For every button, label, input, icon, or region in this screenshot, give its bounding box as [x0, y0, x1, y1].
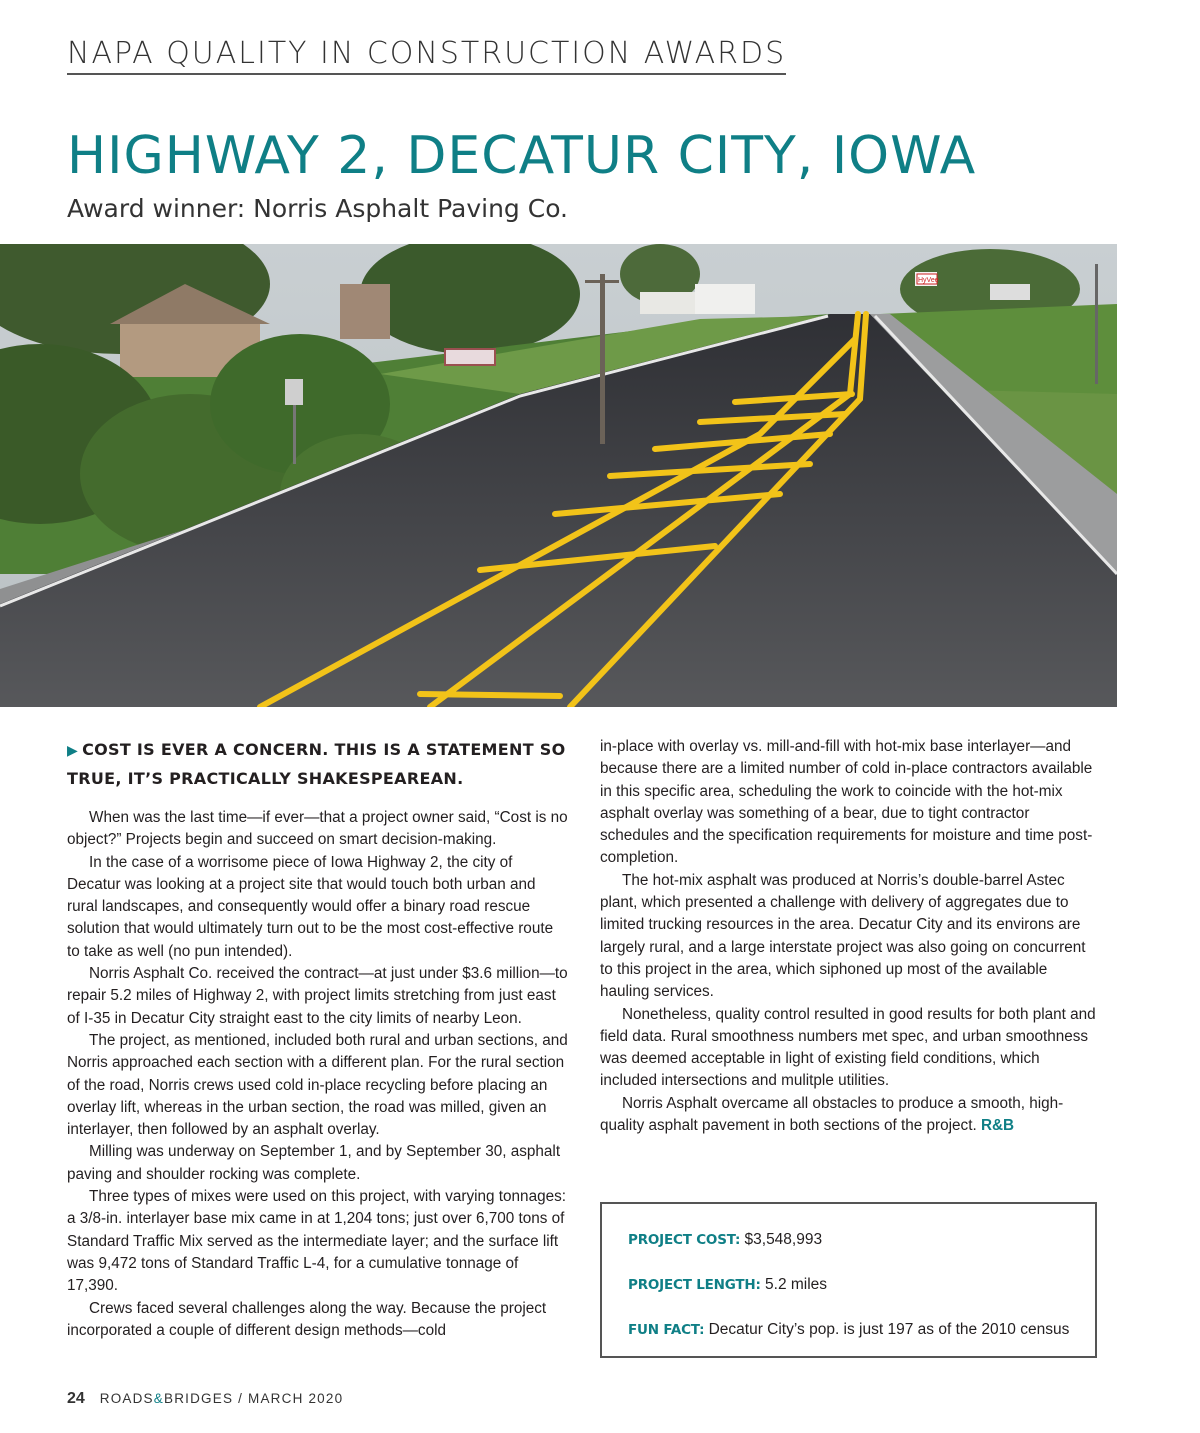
body-paragraph: When was the last time—if ever—that a project owner said, “Cost is no object?” Projects begin and succeed on smart decision-making. [67, 809, 568, 849]
award-winner-subtitle: Award winner: Norris Asphalt Paving Co. [67, 194, 569, 223]
hyvee-sign-text: HyVee [918, 277, 939, 284]
closing-paragraph [600, 1093, 1100, 1138]
highway-photo [0, 244, 1117, 707]
fact-value: $3,548,993 [744, 1231, 823, 1248]
lede-text: COST IS EVER A CONCERN. THIS IS A STATEMENT SO TRUE, IT’S PRACTICALLY SHAKESPEAREAN. [67, 740, 566, 788]
article-column-right [600, 736, 1100, 1137]
page-title: HIGHWAY 2, DECATUR CITY, IOWA [67, 126, 977, 186]
body-paragraph: The project, as mentioned, included both rural and urban sections, and Norris approached each section with a different plan. For the rural section of the road, Norris crews used cold in-place recycling before placing an overlay lift, whereas in the urban section, the road was milled, given an interlayer, then followed by an asphalt overlay. [67, 1031, 568, 1139]
fact-label: PROJECT COST: [628, 1232, 741, 1248]
body-paragraph-continued: in-place with overlay vs. mill-and-fill with hot-mix base interlayer—and because there are a limited number of cold in-place contractors available in this specific area, scheduling the work to coincide with the hot-mix asphalt overlay was something of a bear, due to tight contractor schedules and the specification requirements for moisture and time post-completion. [600, 738, 1093, 867]
triangle-bullet-icon: ▶ [67, 743, 79, 759]
fact-value: Decatur City’s pop. is just 197 as of the 2010 census [708, 1321, 1070, 1338]
footer-separator: / [238, 1391, 244, 1406]
fact-label: PROJECT LENGTH: [628, 1277, 761, 1293]
project-facts-box [600, 1202, 1097, 1358]
fact-label: FUN FACT: [628, 1322, 705, 1338]
body-paragraph: Crews faced several challenges along the way. Because the project incorporated a couple of different design methods—cold [67, 1299, 547, 1339]
lede [67, 736, 569, 793]
body-paragraph: In the case of a worrisome piece of Iowa Highway 2, the city of Decatur was looking at a project site that would touch both urban and rural landscapes, and consequently would offer a binary road rescue solution that would ultimately turn out to be the most cost-effective route to take as well (no pun intended). [67, 853, 554, 960]
body-paragraph: Milling was underway on September 1, and by September 30, asphalt paving and shoulder rocking was complete. [67, 1143, 561, 1183]
fact-value: 5.2 miles [765, 1276, 828, 1293]
body-paragraph: Norris Asphalt Co. received the contract—at just under $3.6 million—to repair 5.2 miles of Highway 2, with project limits stretching from just east of I-35 in Decatur City straight east to the city limits of nearby Leon. [67, 965, 568, 1027]
body-paragraph: The hot-mix asphalt was produced at Norris’s double-barrel Astec plant, which presented a challenge with delivery of aggregates due to limited trucking resources in the area. Decatur City and its environs are largely rural, and a large interstate project was also going on concurrent to this project in the area, which siphoned up most of the available hauling services. [600, 871, 1086, 1001]
fact-fun-fact [628, 1316, 1095, 1361]
publication-ampersand: & [153, 1391, 164, 1406]
closing-text: Norris Asphalt overcame all obstacles to produce a smooth, high-quality asphalt pavement in both sections of the project. [600, 1094, 1064, 1135]
article-column-left [67, 736, 569, 1342]
section-title: NAPA QUALITY IN CONSTRUCTION AWARDS [67, 36, 786, 75]
issue-date: MARCH 2020 [248, 1391, 344, 1406]
publication-name-part: BRIDGES [163, 1391, 234, 1406]
page-footer [67, 1390, 343, 1408]
publication-name-part: ROADS [99, 1391, 154, 1406]
end-mark-logo: R&B [980, 1117, 1015, 1135]
fact-project-length [628, 1271, 1095, 1316]
body-paragraph: Nonetheless, quality control resulted in good results for both plant and field data. Rural smoothness numbers met spec, and urban smoothness was deemed acceptable in light of existing field conditions, which included intersections and mulitple utilities. [600, 1005, 1096, 1090]
fact-project-cost [628, 1226, 1095, 1271]
body-paragraph: Three types of mixes were used on this project, with varying tonnages: a 3/8-in. interlayer base mix came in at 1,204 tons; just over 6,700 tons of Standard Traffic Mix served as the intermediate layer; and the surface lift was 9,472 tons of Standard Traffic L-4, for a cumulative tonnage of 17,390. [67, 1188, 566, 1295]
publication-name [100, 1391, 233, 1406]
page-number: 24 [67, 1390, 85, 1407]
